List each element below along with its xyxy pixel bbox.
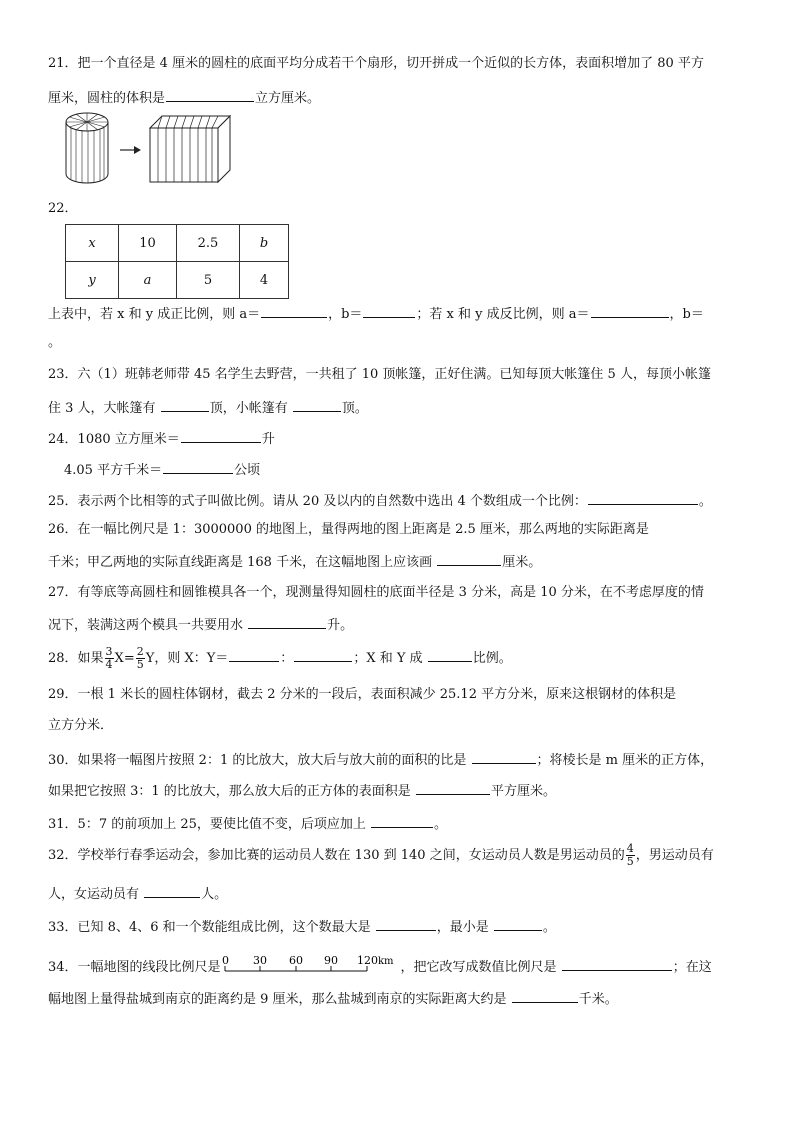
q34-line1	[48, 957, 712, 977]
q30-blank-surface-area[interactable]	[416, 781, 490, 795]
q34-line2	[48, 989, 618, 1009]
q34-blank-numeric-scale[interactable]	[562, 957, 672, 971]
table-cell: a	[119, 262, 177, 299]
q22-blank-a-inverse[interactable]	[591, 304, 669, 318]
q32-text: 人。	[201, 887, 228, 902]
q26-text: 千米；甲乙两地的实际直线距离是 168 千米，在这幅地图上应该画	[48, 555, 433, 570]
q25-line	[48, 491, 712, 511]
q28-text: 比例。	[472, 651, 512, 666]
cylinder-to-cuboid-figure	[62, 110, 242, 186]
q31-text: 31．5：7 的前项加上 25，要使比值不变，后项应加上	[48, 817, 366, 832]
q32-text: 人，女运动员有	[48, 887, 140, 902]
q26-blank-map-distance[interactable]	[437, 552, 501, 566]
q22-blank-a-direct[interactable]	[261, 304, 327, 318]
q21-line1: 21．把一个直径是 4 厘米的圆柱的底面平均分成若干个扇形，切开拼成一个近似的长方体，表面积增加了 80 平方	[48, 56, 704, 71]
q27-text: 况下，装满这两个模具一共要用水	[48, 618, 244, 633]
q23-text: 住 3 人，大帐篷有	[48, 401, 156, 416]
table-cell: b	[240, 225, 289, 262]
q30-text: 30．如果将一幅图片按照 2：1 的比放大，放大后与放大前的面积的比是	[48, 753, 467, 768]
q30-line2	[48, 781, 556, 801]
q30-text: 平方厘米。	[490, 784, 556, 799]
q22-text: ；若 x 和 y 成反比例，则 a＝	[416, 307, 590, 322]
table-cell: 10	[119, 225, 177, 262]
q34-text: 千米。	[578, 992, 618, 1007]
q31-line	[48, 814, 447, 834]
q27-line1: 27．有等底等高圆柱和圆锥模具各一个，现测量得知圆柱的底面半径是 3 分米，高是 10 分米，在不考虑厚度的情	[48, 585, 704, 600]
q27-blank-water[interactable]	[248, 615, 326, 629]
q24-text: 升	[261, 432, 275, 447]
q28-text: ；X 和 Y 成	[353, 651, 423, 666]
q26-text: 厘米。	[502, 555, 542, 570]
q32-blank-female[interactable]	[144, 884, 200, 898]
fraction-three-quarters: $\frac{3}{4}$	[105, 645, 113, 671]
q24-text: 公顷	[234, 463, 261, 478]
q33-line	[48, 917, 556, 937]
scale-tick-label: 90	[323, 955, 338, 967]
q34-text: 34．一幅地图的线段比例尺是	[48, 960, 221, 975]
q22-end: 。	[48, 335, 62, 350]
q33-blank-max[interactable]	[376, 917, 436, 931]
q34-text: ，把它改写成数值比例尺是	[400, 960, 557, 975]
q28-equals: =	[123, 651, 135, 666]
q24-blank-liters[interactable]	[181, 429, 261, 443]
scale-tick-label: 30	[252, 955, 267, 967]
q23-line1: 23．六（1）班韩老师带 45 名学生去野营，一共租了 10 顶帐篷，正好住满。已知每顶大帐篷住 5 人，每顶小帐篷	[48, 367, 711, 382]
q27-text: 升。	[327, 618, 354, 633]
q34-blank-distance[interactable]	[512, 989, 578, 1003]
q26-line1: 26．在一幅比例尺是 1：3000000 的地图上，量得两地的图上距离是 2.5 厘米，那么两地的实际距离是	[48, 522, 649, 537]
q33-text: 33．已知 8、4、6 和一个数能组成比例，这个数最大是	[48, 920, 371, 935]
q31-blank[interactable]	[371, 814, 433, 828]
q32-line1	[48, 843, 714, 869]
q33-text: ，最小是	[436, 920, 489, 935]
q34-text: 幅地图上量得盐城到南京的距离约是 9 厘米，那么盐城到南京的实际距离大约是	[48, 992, 507, 1007]
q23-blank-big-tents[interactable]	[161, 398, 209, 412]
q32-text: 32．学校举行春季运动会，参加比赛的运动员人数在 130 到 140 之间，女运动员人数是男运动员的	[48, 848, 625, 863]
cuboid-figure	[150, 116, 230, 182]
table-row	[66, 225, 289, 262]
q28-text: ：	[280, 651, 294, 666]
q28-line	[48, 646, 512, 672]
q29-line2: 立方分米．	[48, 718, 114, 733]
scale-bar-graphic	[221, 955, 401, 977]
q33-text: 。	[542, 920, 556, 935]
q28-blank-proportion-type[interactable]	[428, 648, 472, 662]
q21-text-b: 立方厘米。	[255, 91, 321, 106]
q22-number: 22．	[48, 201, 78, 216]
scale-tick-label: 120	[356, 955, 378, 967]
scale-tick-label: 60	[288, 955, 303, 967]
q29-line1: 29．一根 1 米长的圆柱体钢材，截去 2 分米的一段后，表面积减少 25.12 平方分米，原来这根钢材的体积是	[48, 687, 677, 702]
scale-tick-label: 0	[221, 955, 229, 967]
q30-text: ；将棱长是 m 厘米的正方体，	[536, 753, 714, 768]
q21-line2	[48, 88, 320, 108]
q34-text: ；在这	[672, 960, 712, 975]
q28-text: 28．如果	[48, 651, 104, 666]
scale-unit: km	[377, 956, 394, 967]
q28-text: ，则 X：Y＝	[154, 651, 229, 666]
q30-blank-area-ratio[interactable]	[472, 750, 536, 764]
q25-blank-proportion[interactable]	[588, 491, 698, 505]
cylinder-figure	[66, 113, 108, 183]
q23-blank-small-tents[interactable]	[293, 398, 341, 412]
table-cell: 2.5	[177, 225, 240, 262]
q28-blank-ratio-y[interactable]	[294, 648, 352, 662]
table-row	[66, 262, 289, 299]
q22-text: ，b＝	[328, 307, 363, 322]
q28-blank-ratio-x[interactable]	[229, 648, 279, 662]
q24-text: 24．1080 立方厘米＝	[48, 432, 180, 447]
xy-table	[65, 224, 289, 299]
fraction-two-fifths: $\frac{2}{5}$	[136, 645, 144, 671]
table-cell: y	[66, 262, 119, 299]
q32-line2	[48, 884, 227, 904]
q26-line2	[48, 552, 541, 572]
scale-bar	[221, 955, 401, 977]
q23-text: 顶，小帐篷有	[209, 401, 288, 416]
q24-line2	[64, 460, 260, 480]
table-cell: 4	[240, 262, 289, 299]
table-cell: 5	[177, 262, 240, 299]
q22-text: 上表中，若 x 和 y 成正比例，则 a＝	[48, 307, 261, 322]
q24-line1	[48, 429, 275, 449]
table-cell: x	[66, 225, 119, 262]
q28-var-y: Y	[145, 651, 155, 666]
q23-text: 顶。	[341, 401, 368, 416]
q22-blank-b-direct[interactable]	[363, 304, 415, 318]
q27-line2	[48, 615, 353, 635]
arrow-icon	[120, 146, 141, 154]
q23-line2	[48, 398, 368, 418]
q24-text: 4.05 平方千米＝	[64, 463, 163, 478]
q25-text: 。	[698, 494, 712, 509]
q28-var-x: X	[114, 651, 124, 666]
q25-text: 25．表示两个比相等的式子叫做比例。请从 20 及以内的自然数中选出 4 个数组成一个比例：	[48, 494, 587, 509]
q32-text: ，男运动员有	[635, 848, 714, 863]
q22-line	[48, 304, 704, 324]
q31-text: 。	[434, 817, 448, 832]
fraction-four-fifths: $\frac{4}{5}$	[626, 842, 634, 868]
q22-text: ，b＝	[669, 307, 704, 322]
q21-text-a: 厘米，圆柱的体积是	[48, 91, 166, 106]
q30-line1	[48, 750, 713, 770]
q21-answer-blank[interactable]	[166, 88, 254, 102]
q30-text: 如果把它按照 3：1 的比放大，那么放大后的正方体的表面积是	[48, 784, 411, 799]
q24-blank-hectares[interactable]	[163, 460, 233, 474]
q33-blank-min[interactable]	[494, 917, 542, 931]
